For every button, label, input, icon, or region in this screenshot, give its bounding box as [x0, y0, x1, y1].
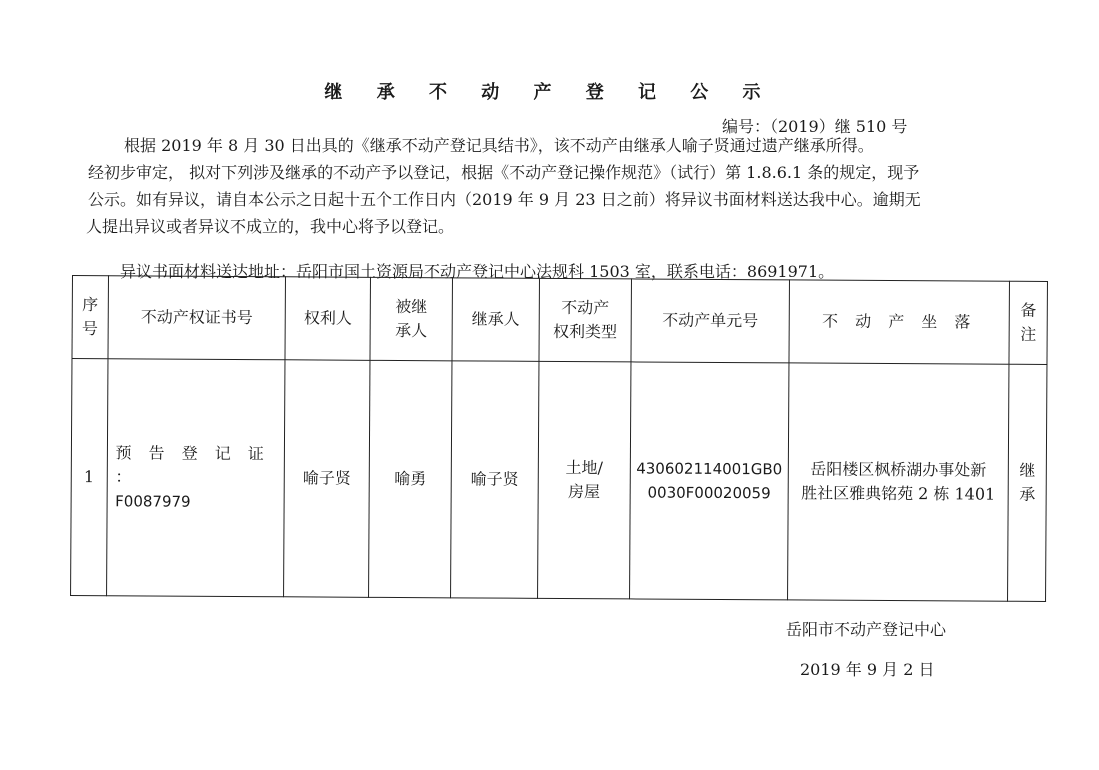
cell-location-line2: 胜社区雅典铭苑 2 栋 1401: [801, 483, 996, 504]
table-header-row: [72, 276, 1047, 365]
header-note-line1: 备: [1020, 300, 1037, 320]
header-seq-line1: 序: [82, 295, 99, 315]
header-note: [1009, 281, 1047, 364]
document-number: 编号：（2019）继 510 号: [722, 117, 908, 136]
objection-address-line: 异议书面材料送达地址：岳阳市国土资源局不动产登记中心法规科 1503 室，联系电话：8691971。: [120, 262, 835, 281]
header-seq-line2: 号: [81, 319, 99, 339]
cell-unit-no-line1: 430602114001GB0: [636, 459, 783, 479]
cell-cert: [106, 359, 285, 597]
cell-right-type-line1: 土地/: [565, 458, 603, 478]
header-unit-no: 不动产单元号: [631, 279, 789, 363]
header-holder: 权利人: [285, 277, 370, 361]
header-cert: 不动产权证书号: [108, 276, 286, 360]
cell-note-line1: 继: [1019, 460, 1036, 480]
header-note-line2: 注: [1020, 324, 1037, 344]
cell-decedent: 喻勇: [368, 360, 452, 597]
cell-holder: 喻子贤: [284, 360, 370, 598]
cell-right-type: [537, 361, 631, 599]
cell-location: [787, 363, 1009, 601]
header-right-type-line1: 不动产: [561, 297, 610, 318]
cell-seq: 1: [71, 359, 108, 596]
paragraph-line: 公示。如有异议，请自本公示之日起十五个工作日内（2019 年 9 月 23 日之前）将异议书面材料送达我中心。逾期无: [88, 190, 921, 209]
header-decedent: [370, 277, 453, 361]
header-right-type-line2: 权利类型: [552, 321, 618, 342]
table-row: [71, 359, 1047, 602]
cell-cert-line2: F0087979: [115, 492, 191, 511]
cell-heir: 喻子贤: [451, 361, 539, 599]
header-right-type: [539, 278, 632, 362]
paragraph-line: 经初步审定， 拟对下列涉及继承的不动产予以登记，根据《不动产登记操作规范》（试行）第 1.8.6.1 条的规定，现予: [88, 163, 920, 182]
header-decedent-line1: 被继: [395, 296, 428, 317]
notice-title: 继 承 不 动 产 登 记 公 示: [324, 82, 775, 103]
cell-unit-no-line2: 0030F00020059: [647, 483, 771, 503]
registration-table: [70, 275, 1048, 602]
cell-cert-line1: 预 告 登 记 证 ：: [115, 443, 270, 487]
cell-location-line1: 岳阳楼区枫桥湖办事处新: [810, 459, 987, 480]
paragraph-line: 人提出异议或者异议不成立的，我中心将予以登记。: [86, 217, 455, 236]
header-location: 不 动 产 坐 落: [789, 280, 1010, 364]
cell-note-line2: 承: [1019, 484, 1036, 504]
header-seq: [72, 276, 108, 359]
cell-note: [1008, 364, 1047, 601]
signature-date: 2019 年 9 月 2 日: [800, 660, 935, 679]
header-decedent-line2: 承人: [395, 320, 428, 341]
issuer-name: 岳阳市不动产登记中心: [786, 620, 947, 639]
cell-right-type-line2: 房屋: [567, 482, 601, 502]
header-heir: 继承人: [452, 278, 539, 362]
cell-unit-no: [630, 362, 789, 600]
paragraph-line: 根据 2019 年 8 月 30 日出具的《继承不动产登记具结书》，该不动产由继承人喻子贤通过遗产继承所得。: [124, 136, 874, 155]
